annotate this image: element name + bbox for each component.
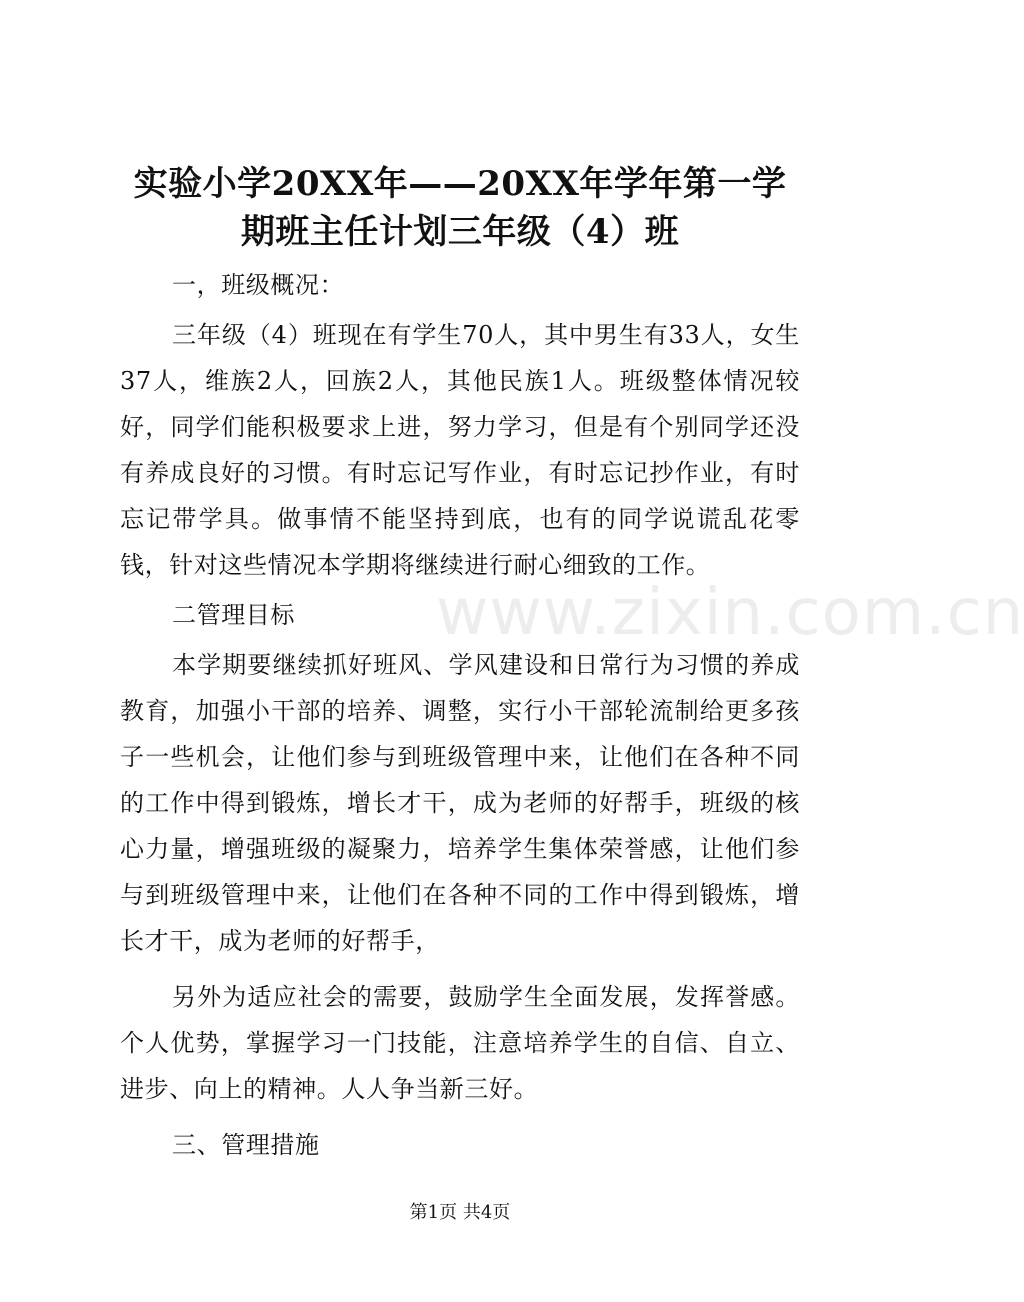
watermark-text: www.zixin.com.cn [436, 576, 1024, 650]
document-body [120, 262, 800, 1172]
page-footer: 第1页 共4页 [409, 1202, 511, 1223]
paragraph-management-measures-heading: 三、管理措施 [172, 1131, 320, 1159]
document-title: 实验小学20XX年——20XX年学年第一学期班主任计划三年级（4）班 [133, 164, 787, 252]
paragraph-class-overview: 三年级（4）班现在有学生70人，其中男生有33人，女生37人，维族2人，回族2人，其他民族1人。班级整体情况较好，同学们能积极要求上进，努力学习，但是有个别同学还没有养成良好的习惯。有时忘记写作业，有时忘记抄作业，有时忘记带学具。做事情不能坚持到底，也有的同学说谎乱花零钱，针对这些情况本学期将继续进行耐心细致的工作。 [120, 321, 800, 579]
paragraph-class-overview-heading: 一，班级概况： [172, 271, 345, 299]
paragraph-management-goals-heading: 二管理目标 [172, 601, 295, 629]
paragraph-management-goals: 本学期要继续抓好班风、学风建设和日常行为习惯的养成教育，加强小干部的培养、调整，实行小干部轮流制给更多孩子一些机会，让他们参与到班级管理中来，让他们在各种不同的工作中得到锻炼，增长才干，成为老师的好帮手，班级的核心力量，增强班级的凝聚力，培养学生集体荣誉感，让他们参与到班级管理中来，让他们在各种不同的工作中得到锻炼，增长才干，成为老师的好帮手， [120, 651, 800, 955]
paragraph-additional-goals: 另外为适应社会的需要，鼓励学生全面发展，发挥誉感。个人优势，掌握学习一门技能，注意培养学生的自信、自立、进步、向上的精神。人人争当新三好。 [120, 983, 800, 1103]
